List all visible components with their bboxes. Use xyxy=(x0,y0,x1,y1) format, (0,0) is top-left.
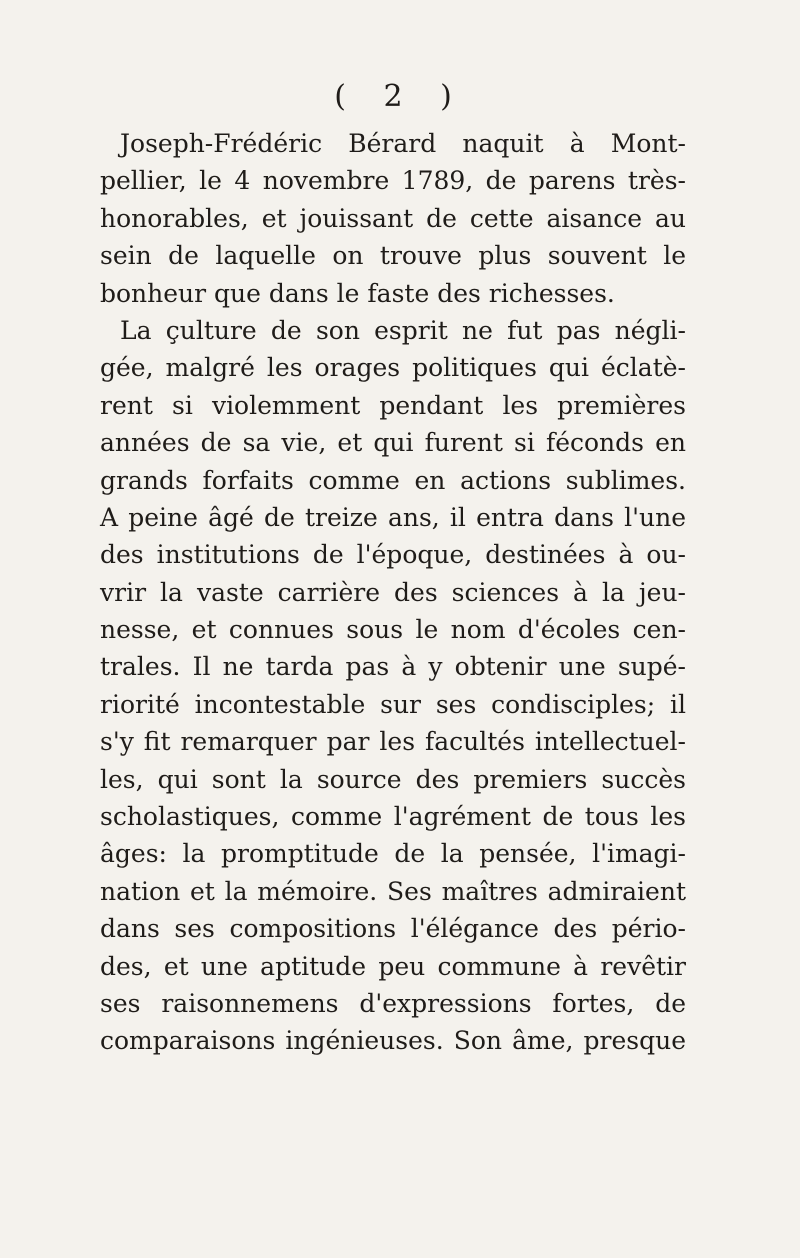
text-line: comparaisons ingénieuses. Son âme, presque xyxy=(100,1026,686,1056)
text-line: rent si violemment pendant les premières xyxy=(100,390,686,420)
body-text xyxy=(100,125,686,1060)
text-line: honorables, et jouissant de cette aisance au xyxy=(100,203,686,233)
text-line: sein de laquelle on trouve plus souvent le xyxy=(100,241,686,271)
text-line: dans ses compositions l'élégance des pério- xyxy=(100,914,686,944)
text-line: gée, malgré les orages politiques qui éclatè- xyxy=(100,353,686,383)
text-line: Joseph-Frédéric Bérard naquit à Mont- xyxy=(120,129,686,158)
text-line: trales. Il ne tarda pas à y obtenir une supé- xyxy=(100,652,686,682)
text-line: les, qui sont la source des premiers succès xyxy=(100,764,686,794)
text-line: A peine âgé de treize ans, il entra dans l'une xyxy=(100,502,686,532)
text-line: grands forfaits comme en actions sublimes. xyxy=(100,465,686,495)
text-line: nation et la mémoire. Ses maîtres admiraient xyxy=(100,876,686,906)
text-line: scholastiques, comme l'agrément de tous les xyxy=(100,802,686,832)
text-line: bonheur que dans le faste des richesses. xyxy=(100,278,615,308)
text-line: ses raisonnemens d'expressions fortes, de xyxy=(100,988,686,1018)
text-line: s'y fit remarquer par les facultés intellectuel- xyxy=(100,727,686,757)
text-line: années de sa vie, et qui furent si féconds en xyxy=(100,428,686,458)
text-line: La çulture de son esprit ne fut pas négli- xyxy=(120,315,686,345)
text-line: âges: la promptitude de la pensée, l'imagi- xyxy=(100,839,686,869)
page-number: ( 2 ) xyxy=(334,79,466,114)
text-line: riorité incontestable sur ses condisciples; il xyxy=(100,689,686,719)
text-line: nesse, et connues sous le nom d'écoles cen- xyxy=(100,615,686,645)
text-line: des institutions de l'époque, destinées à ou- xyxy=(100,540,686,570)
text-line: des, et une aptitude peu commune à revêtir xyxy=(100,951,686,981)
text-line: vrir la vaste carrière des sciences à la jeu- xyxy=(100,577,686,607)
text-line: pellier, le 4 novembre 1789, de parens très- xyxy=(100,166,686,196)
